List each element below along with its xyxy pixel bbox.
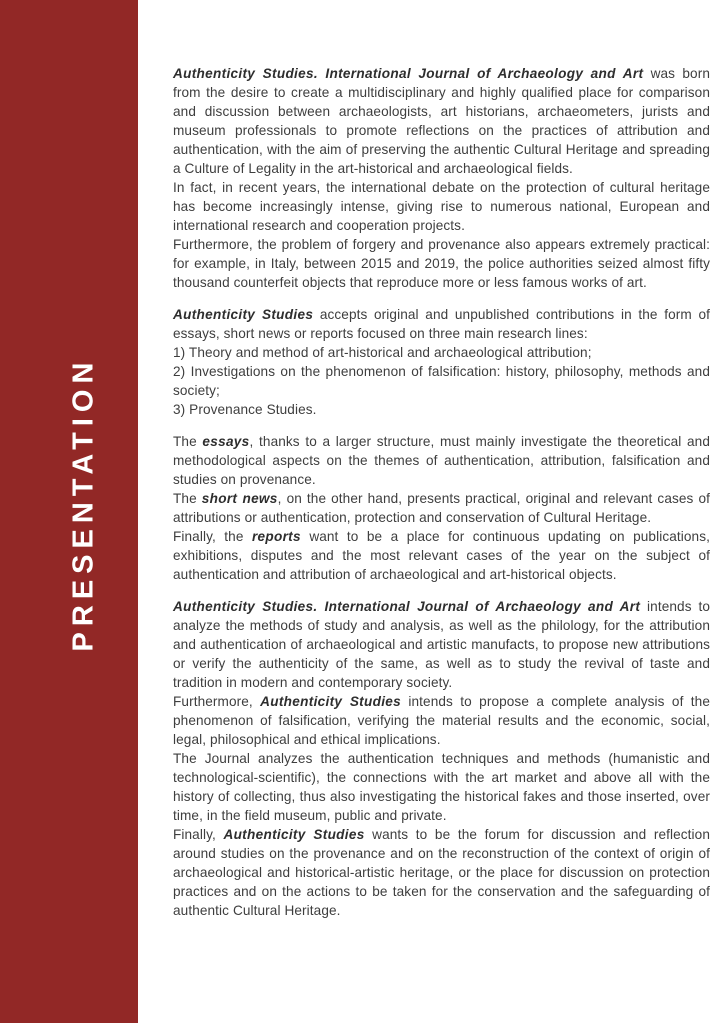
emphasized-text-segment: Authenticity Studies: [173, 307, 314, 322]
text-segment: intends to propose a complete analysis of the phenomenon of falsification, verifying the material results and the economic, social, legal, philosophical and ethical implications.: [173, 694, 711, 747]
paragraph: [173, 178, 710, 235]
sidebar: [0, 0, 138, 1023]
emphasized-text-segment: short news: [201, 491, 278, 506]
text-segment: Furthermore,: [173, 694, 261, 709]
emphasized-text-segment: Authenticity Studies: [260, 694, 402, 709]
text-segment: The: [173, 491, 202, 506]
text-segment: accepts original and unpublished contributions in the form of essays, short news or reports focused on three main research lines:: [173, 307, 710, 341]
text-segment: The Journal analyzes the authentication techniques and methods (humanistic and technological-scientific), the connections with the art market and above all with the history of collecting, thus also investigating the historical fakes and those inserted, over time, in the field museum, public and private.: [173, 751, 710, 823]
text-segment: 1) Theory and method of art-historical and archaeological attribution;: [173, 345, 592, 360]
emphasized-text-segment: reports: [251, 529, 301, 544]
text-section: [173, 432, 710, 584]
paragraph: [173, 362, 710, 400]
text-segment: Finally,: [173, 827, 224, 842]
paragraph: [173, 489, 710, 527]
text-segment: was born from the desire to create a multidisciplinary and highly qualified place for comparison and discussion between archaeologists, art historians, archaeometers, jurists and museum professionals to promote reflections on the practices of attribution and authentication, with the aim of preserving the authentic Cultural Heritage and spreading a Culture of Legality in the art-historical and archaeological fields.: [173, 66, 710, 176]
text-segment: intends to analyze the methods of study and analysis, as well as the philology, for the attribution and authentication of archaeological and artistic manufacts, to propose new attributions or verify the authenticity of the same, as well as to study the revival of taste and tradition in modern and contemporary society.: [173, 599, 710, 690]
text-segment: 2) Investigations on the phenomenon of falsification: history, philosophy, methods and society;: [173, 364, 710, 398]
text-segment: want to be a place for continuous updating on publications, exhibitions, disputes and the most relevant cases of the year on the subject of authentication and attribution of archaeological and art-historical objects.: [173, 529, 710, 582]
emphasized-text-segment: Authenticity Studies. International Journal of Archaeology and Art: [173, 599, 641, 614]
text-segment: The: [173, 434, 203, 449]
text-segment: wants to be the forum for discussion and reflection around studies on the provenance and on the reconstruction of the context of origin of archaeological and historical-artistic heritage, or the place for discussion on protection practices and on the actions to be taken for the conservation and the safeguarding of authentic Cultural Heritage.: [173, 827, 710, 918]
text-section: [173, 597, 710, 920]
paragraph: [173, 400, 710, 419]
paragraph: [173, 64, 710, 178]
text-segment: , on the other hand, presents practical, original and relevant cases of attributions or authentication, protection and conservation of Cultural Heritage.: [173, 491, 710, 525]
text-segment: Furthermore, the problem of forgery and provenance also appears extremely practical: for example, in Italy, between 2015 and 2019, the police authorities seized almost fifty thousand counterfeit objects that reproduce more or less famous works of art.: [173, 237, 710, 290]
paragraph: [173, 235, 710, 292]
paragraph: [173, 692, 710, 749]
text-section: [173, 305, 710, 419]
emphasized-text-segment: Authenticity Studies: [223, 827, 365, 842]
paragraph: [173, 749, 710, 825]
text-segment: Finally, the: [173, 529, 252, 544]
paragraph: [173, 825, 710, 920]
paragraph: [173, 432, 710, 489]
emphasized-text-segment: Authenticity Studies. International Journal of Archaeology and Art: [173, 66, 644, 81]
sidebar-vertical-title: PRESENTATION: [67, 356, 100, 652]
text-segment: In fact, in recent years, the international debate on the protection of cultural heritage has become increasingly intense, giving rise to numerous national, European and international research and cooperation projects.: [173, 180, 710, 233]
paragraph: [173, 305, 710, 343]
text-section: [173, 64, 710, 292]
emphasized-text-segment: essays: [202, 434, 250, 449]
text-segment: , thanks to a larger structure, must mainly investigate the theoretical and methodological aspects on the themes of authentication, attribution, falsification and studies on provenance.: [173, 434, 710, 487]
presentation-content: [173, 64, 710, 920]
text-segment: 3) Provenance Studies.: [173, 402, 317, 417]
paragraph: [173, 343, 710, 362]
paragraph: [173, 597, 710, 692]
paragraph: [173, 527, 710, 584]
